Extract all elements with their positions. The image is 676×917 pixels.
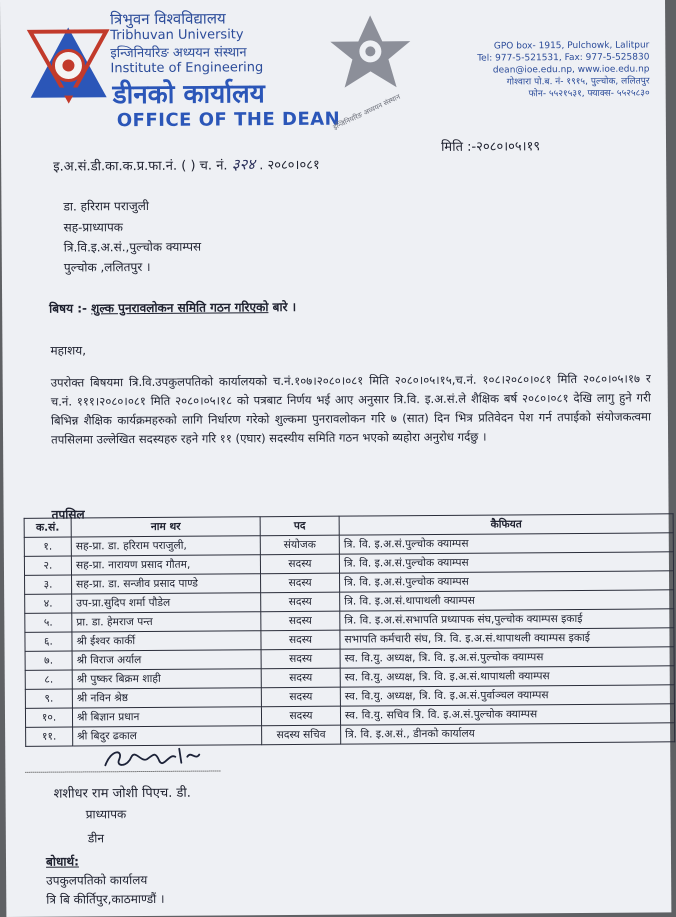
- table-cell: त्रि. वि. इ.अ.सं.सभापति प्रध्यापक संघ,पुल्चोक क्याम्पस इकाई: [340, 609, 674, 630]
- reference-handwritten-number: ३२४: [231, 155, 256, 174]
- reference-label: इ.अ.सं.डी.का.क.प्र.फा.नं. ( ) च. नं.: [53, 158, 228, 175]
- subject-line: [49, 298, 296, 317]
- table-cell: सभापति कर्मचारी संघ, त्रि. वि. इ.अ.सं.थापाथली क्याम्पस इकाई: [340, 628, 674, 649]
- table-cell: ५.: [25, 613, 72, 632]
- table-cell: १०.: [25, 708, 72, 727]
- reference-year: . २०८०।०८१: [259, 157, 320, 174]
- subject-text: शुल्क पुनरावलोकन समिति गठन गरिएको: [91, 300, 269, 316]
- table-cell: ७.: [25, 651, 72, 670]
- cc-line: उपकुलपतिको कार्यालय: [46, 872, 148, 888]
- table-cell: ८.: [25, 670, 72, 689]
- table-cell: त्रि. वि. इ.अ.सं.पुल्चोक क्याम्पस: [340, 571, 674, 592]
- table-cell: १.: [24, 537, 71, 556]
- table-cell: सदस्य: [261, 649, 340, 669]
- contact-line: Tel: 977-5-521531, Fax: 977-5-525830: [477, 52, 650, 64]
- svg-text:इन्जिनियरिङ अध्ययन संस्थान: इन्जिनियरिङ अध्ययन संस्थान: [331, 92, 402, 132]
- committee-members-table: [24, 513, 676, 747]
- table-cell: सदस्य: [261, 611, 340, 631]
- table-cell: संयोजक: [260, 535, 339, 555]
- table-cell: स्व. वि.यु. सचिव त्रि. वि. इ.अ.सं.पुल्चोक क्याम्पस: [340, 704, 674, 725]
- table-cell: स्व. वि.यु. अध्यक्ष, त्रि. वि. इ.अ.सं.थापाथली क्याम्पस: [340, 666, 674, 687]
- letter-body: उपरोक्त बिषयमा त्रि.वि.उपकुलपतिको कार्यालयको च.नं.१०७।२०८०।०८१ मिति २०८०।०५।१५,च.नं. १०८।२०८०।०८१ मिति २०८०।०५।१७ र च.नं. १११।२०८०।०८१ मिति २०८०।०५।१८ को पत्रबाट निर्णय भई आए अनुसार त्रि.वि. इ.अ.सं.ले शैक्षिक बर्ष २०८०।०८१ देखि लागु हुने गरी बिभिन्न शैक्षिक कार्यक्रमहरुको लागि निर्धारण गरेको शुल्कमा पुनरावलोकन गरि ७ (सात) दिन भित्र प्रतिवेदन पेश गर्न तपाईको संयोजकत्वमा तपसिलमा उल्लेखित सदस्यहरु रहने गरि ११ (एघार) सदस्यीय समिति गठन भएको ब्यहोरा अनुरोध गर्दछु ।: [50, 371, 651, 447]
- table-cell: सदस्य: [260, 554, 339, 574]
- contact-line: फोन- ५५२१५३१, फ्याक्स- ५५२५८३०: [528, 88, 650, 100]
- table-cell: सदस्य: [261, 687, 340, 707]
- contact-line: गोश्वारा पो.ब. नं- १९१५, पुल्चोक, ललितपुर: [506, 76, 650, 88]
- signatory-position: डीन: [87, 831, 105, 846]
- table-cell: स्व. वि.यु. अध्यक्ष, त्रि. वि. इ.अ.सं.पुल्चोक क्याम्पस: [340, 647, 674, 668]
- table-cell: ९.: [25, 689, 72, 708]
- institute-name-english: Institute of Engineering: [110, 60, 264, 77]
- recipient-title: सह-प्राध्यापक: [63, 220, 124, 235]
- recipient-campus: त्रि.वि.इ.अ.सं.,पुल्चोक क्याम्पस: [63, 239, 202, 255]
- table-cell: सदस्य: [261, 592, 340, 612]
- table-cell: श्री ईश्वर कार्की: [72, 631, 261, 651]
- subject-label: बिषय :-: [49, 301, 92, 316]
- office-title-english: OFFICE OF THE DEAN: [116, 108, 341, 132]
- table-caption: तपसिल: [51, 507, 85, 522]
- cc-label: बोधार्थ:: [45, 854, 79, 869]
- table-cell: सदस्य: [261, 630, 340, 650]
- subject-suffix: बारे ।: [268, 299, 297, 315]
- table-cell: त्रि. वि. इ.अ.सं.पुल्चोक क्याम्पस: [339, 552, 673, 573]
- table-cell: ११.: [26, 727, 73, 746]
- letter-date: मिति :-२०८०।०५।१९: [440, 139, 541, 155]
- table-row: [26, 723, 675, 747]
- university-name-nepali: त्रिभुवन विश्वविद्यालय: [110, 9, 226, 29]
- table-cell: श्री बिज्ञान प्रधान: [72, 707, 261, 727]
- table-cell: सह-प्रा. डा. सन्जीव प्रसाद पाण्डे: [72, 574, 261, 594]
- contact-line: GPO box- 1915, Pulchowk, Lalitpur: [493, 40, 650, 52]
- table-cell: सह-प्रा. नारायण प्रसाद गौतम,: [71, 555, 260, 575]
- table-cell: ४.: [25, 594, 72, 613]
- contact-block: [409, 39, 649, 101]
- cc-line: त्रि बि कीर्तिपुर,काठमाण्डौं ।: [46, 891, 165, 907]
- office-title-nepali: डीनको कार्यालय: [112, 79, 265, 111]
- table-cell: स्व. वि.यु. अध्यक्ष, त्रि. वि. इ.अ.सं.पुर्वाञ्चल क्याम्पस: [340, 685, 674, 706]
- table-cell: सदस्य: [261, 573, 340, 593]
- table-cell: ३.: [25, 575, 72, 594]
- reference-number: [53, 154, 320, 176]
- table-cell: श्री नविन श्रेष्ठ: [72, 688, 261, 708]
- recipient-name: डा. हरिराम पराजुली: [63, 198, 150, 214]
- recipient-address: पुल्चोक ,ललितपुर ।: [63, 259, 151, 275]
- table-cell: उप-प्रा.सुदिप शर्मा पौडेल: [72, 593, 261, 613]
- table-cell: त्रि. वि. इ.अ.सं.थापाथली क्याम्पस: [340, 590, 674, 611]
- table-cell: श्री विराज अर्याल: [72, 650, 261, 670]
- university-name-english: Tribhuvan University: [110, 27, 244, 44]
- signatory-title: प्राध्यापक: [85, 807, 127, 822]
- institute-name-nepali: इन्जिनियरिङ अध्ययन संस्थान: [110, 45, 247, 62]
- signatory-name: शशीधर राम जोशी पिएच. डी.: [53, 785, 191, 802]
- column-header: क.सं.: [24, 518, 71, 537]
- column-header: नाम थर: [71, 517, 260, 537]
- table-cell: सह-प्रा. डा. हरिराम पराजुली,: [71, 536, 260, 556]
- column-header: कैफियत: [339, 514, 673, 535]
- table-cell: ६.: [25, 632, 72, 651]
- table-cell: त्रि. वि. इ.अ.सं., डीनको कार्यालय: [341, 723, 675, 744]
- handwritten-signature: [101, 745, 201, 774]
- table-cell: सदस्य सचिव: [262, 725, 341, 745]
- table-cell: सदस्य: [261, 668, 340, 688]
- column-header: पद: [260, 516, 339, 536]
- table-cell: २.: [24, 556, 71, 575]
- salutation: महाशय,: [50, 343, 87, 358]
- tribhuvan-university-logo: [28, 25, 109, 102]
- table-cell: त्रि. वि. इ.अ.सं.पुल्चोक क्याम्पस: [339, 533, 673, 554]
- table-cell: सदस्य: [261, 706, 340, 726]
- table-cell: प्रा. डा. हेमराज पन्त: [72, 612, 261, 632]
- contact-line: dean@ioe.edu.np, www.ioe.edu.np: [492, 64, 650, 76]
- table-cell: श्री बिदुर ढकाल: [73, 726, 262, 746]
- table-cell: श्री पुष्कर बिक्रम शाही: [72, 669, 261, 689]
